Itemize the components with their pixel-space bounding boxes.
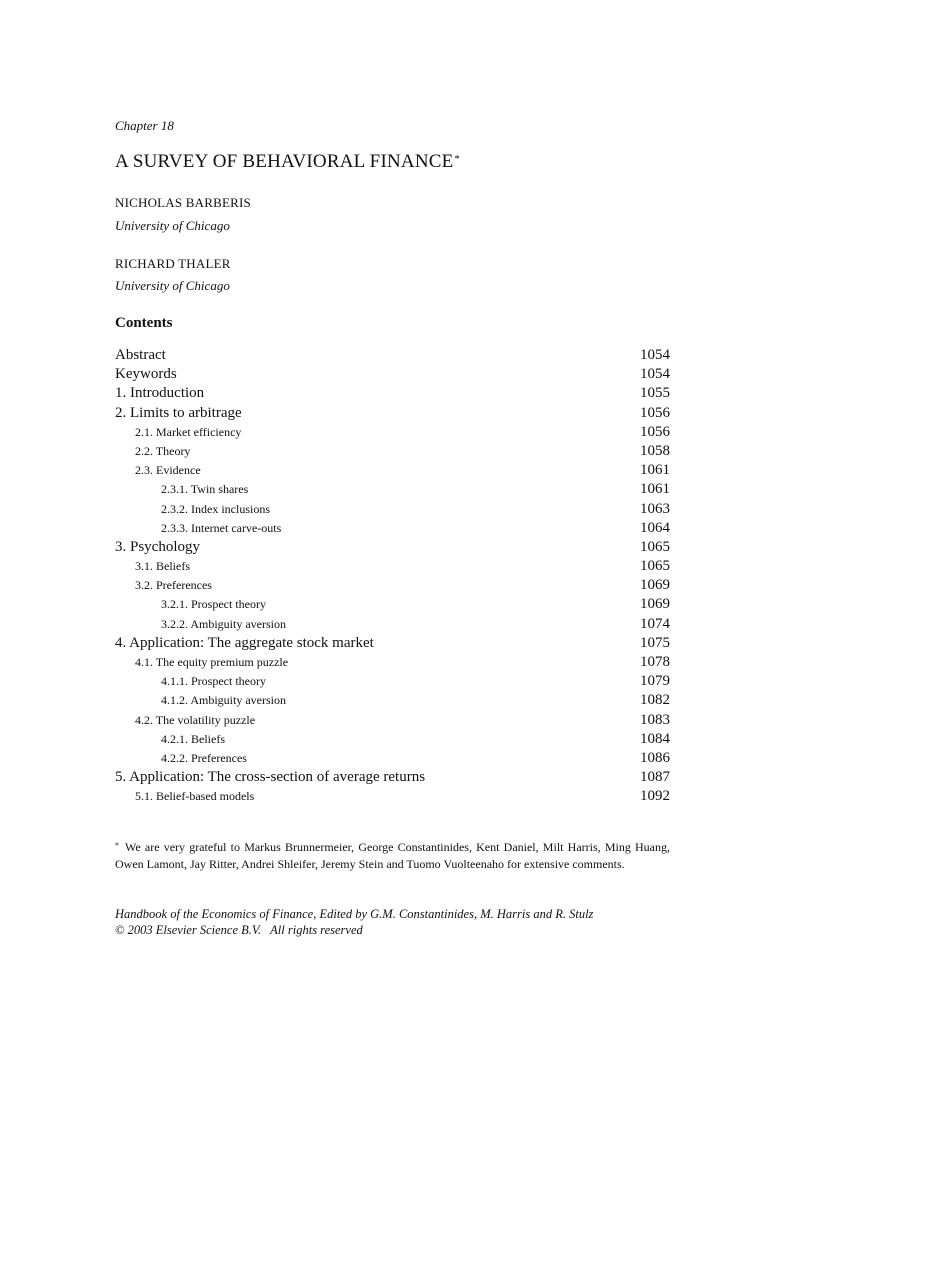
toc-entry-page: 1083 xyxy=(640,711,670,728)
toc-entry xyxy=(115,672,670,691)
toc-entry-page: 1061 xyxy=(640,462,670,479)
author-affiliation-1: University of Chicago xyxy=(115,218,230,233)
toc-entry-label: 3. Psychology xyxy=(115,538,201,555)
footnote-mark: * xyxy=(115,841,119,850)
contents-heading: Contents xyxy=(115,315,173,331)
toc-entry-label: 5.1. Belief-based models xyxy=(135,789,255,804)
toc-entry-page: 1075 xyxy=(640,634,670,651)
toc-entry-label: 2.3.3. Internet carve-outs xyxy=(161,520,282,535)
toc-entry-label: 1. Introduction xyxy=(115,385,205,402)
toc-entry-label: 3.2.1. Prospect theory xyxy=(161,597,266,612)
toc-entry-page: 1065 xyxy=(640,558,670,575)
toc-entry xyxy=(115,404,670,423)
toc-entry xyxy=(115,365,670,384)
toc-entry-page: 1058 xyxy=(640,442,670,459)
chapter-title xyxy=(115,151,460,173)
toc-entry xyxy=(115,595,670,614)
toc-entry-page: 1054 xyxy=(640,347,670,363)
toc-entry xyxy=(115,519,670,538)
toc-entry-page: 1063 xyxy=(640,500,670,517)
toc-entry-label: Abstract xyxy=(115,347,166,363)
toc-entry-label: 2. Limits to arbitrage xyxy=(115,404,242,421)
title-text: A SURVEY OF BEHAVIORAL FINANCE xyxy=(115,151,454,172)
toc-entry-page: 1074 xyxy=(640,615,670,632)
toc-entry-label: 4.1. The equity premium puzzle xyxy=(135,655,289,669)
toc-entry-label: 4.1.1. Prospect theory xyxy=(161,674,266,689)
toc-entry-page: 1092 xyxy=(640,788,670,805)
toc-entry-label: 4.1.2. Ambiguity aversion xyxy=(161,693,286,708)
toc-entry-label: 2.3. Evidence xyxy=(135,463,201,478)
author-affiliation-2: University of Chicago xyxy=(115,278,230,293)
toc-entry-label: 2.2. Theory xyxy=(135,443,191,458)
chapter-label: Chapter 18 xyxy=(115,118,174,133)
toc-entry-label: 4. Application: The aggregate stock market xyxy=(115,634,374,651)
toc-entry xyxy=(115,634,670,653)
toc-entry-label: 2.3.1. Twin shares xyxy=(161,482,249,497)
toc-entry-page: 1084 xyxy=(640,730,670,747)
toc-entry xyxy=(115,749,670,768)
toc-entry xyxy=(115,711,670,730)
toc-entry-label: 3.2.2. Ambiguity aversion xyxy=(161,616,286,631)
toc-entry xyxy=(115,384,670,403)
toc-entry xyxy=(115,423,670,442)
toc-entry xyxy=(115,442,670,461)
toc-entry-page: 1078 xyxy=(640,654,670,670)
toc-entry-page: 1056 xyxy=(640,404,670,421)
toc-entry-label: 4.2. The volatility puzzle xyxy=(135,712,256,727)
toc-entry-label: 4.2.1. Beliefs xyxy=(161,731,225,746)
toc-entry xyxy=(115,653,670,672)
toc-entry xyxy=(115,576,670,595)
handbook-line-2: © 2003 Elsevier Science B.V. All rights reserved xyxy=(115,923,363,937)
handbook-citation xyxy=(115,906,593,938)
toc-entry-page: 1056 xyxy=(640,423,670,440)
toc-entry-page: 1064 xyxy=(640,519,670,536)
toc-entry xyxy=(115,615,670,634)
toc-entry-page: 1087 xyxy=(640,769,670,786)
author-name-1: NICHOLAS BARBERIS xyxy=(115,195,251,210)
handbook-line-1: Handbook of the Economics of Finance, Edited by G.M. Constantinides, M. Harris and R. Stulz xyxy=(115,907,594,921)
toc-entry-page: 1061 xyxy=(640,481,670,498)
toc-entry xyxy=(115,480,670,499)
toc-entry-label: 5. Application: The cross-section of average returns xyxy=(115,769,426,786)
toc-entry xyxy=(115,557,670,576)
table-of-contents xyxy=(115,346,670,807)
toc-entry-label: 2.3.2. Index inclusions xyxy=(161,501,270,516)
toc-entry-page: 1065 xyxy=(640,538,670,555)
toc-entry-label: 3.1. Beliefs xyxy=(135,559,190,574)
toc-entry-page: 1054 xyxy=(640,366,670,383)
footnote xyxy=(115,839,670,872)
toc-entry-page: 1069 xyxy=(640,577,670,594)
author-name-2: RICHARD THALER xyxy=(115,256,231,271)
toc-entry xyxy=(115,768,670,787)
toc-entry-page: 1055 xyxy=(640,385,670,402)
toc-entry-label: Keywords xyxy=(115,366,177,383)
toc-entry xyxy=(115,346,670,365)
toc-entry xyxy=(115,461,670,480)
title-footnote-mark: * xyxy=(454,153,461,165)
toc-entry-label: 4.2.2. Preferences xyxy=(161,750,247,765)
toc-entry-label: 2.1. Market efficiency xyxy=(135,424,242,439)
toc-entry-label: 3.2. Preferences xyxy=(135,578,212,593)
toc-entry xyxy=(115,787,670,806)
footnote-text: We are very grateful to Markus Brunnermeier, George Constantinides, Kent Daniel, Milt Harris, Ming Huang, Owen Lamont, Jay Ritter, Andrei Shleifer, Jeremy Stein and Tuomo Vuolteenaho for extensive comments. xyxy=(115,840,670,871)
toc-entry-page: 1082 xyxy=(640,692,670,709)
toc-entry xyxy=(115,500,670,519)
toc-entry xyxy=(115,691,670,710)
toc-entry xyxy=(115,538,670,557)
toc-entry-page: 1086 xyxy=(640,749,670,766)
toc-entry-page: 1079 xyxy=(640,673,670,690)
toc-entry xyxy=(115,730,670,749)
toc-entry-page: 1069 xyxy=(640,596,670,613)
